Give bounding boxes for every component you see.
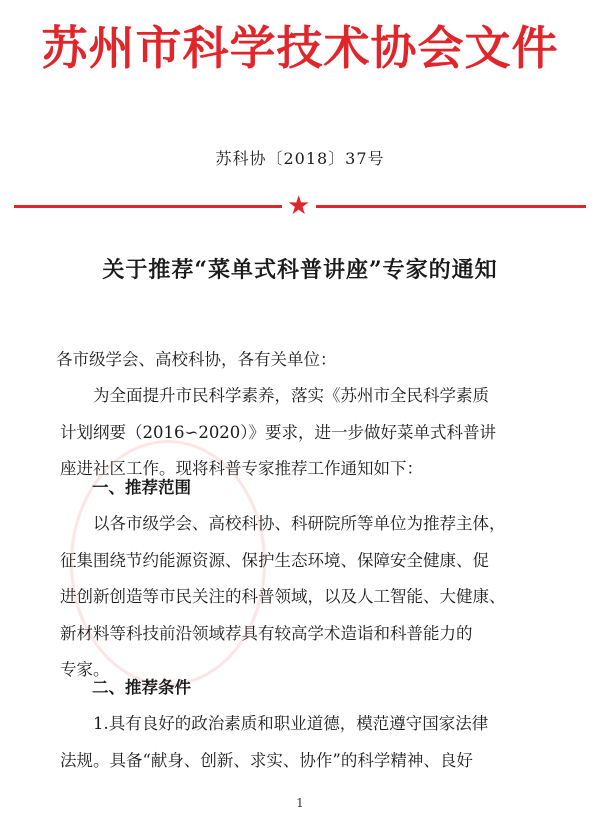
intro-line: 座进社区工作。现将科普专家推荐工作通知如下： xyxy=(60,459,423,478)
section-heading-conditions: 二、推荐条件 xyxy=(92,678,191,697)
notice-title: 关于推荐“菜单式科普讲座”专家的通知 xyxy=(102,257,498,283)
red-divider-left xyxy=(14,205,282,208)
conditions-paragraph xyxy=(60,706,560,779)
red-divider-right xyxy=(316,205,586,208)
scope-line: 专家。 xyxy=(60,660,110,679)
document-number: 苏科协〔2018〕37号 xyxy=(215,149,385,168)
page-number: 1 xyxy=(296,796,304,810)
scope-paragraph xyxy=(60,506,560,689)
conditions-line: 1.具有良好的政治素质和职业道德，模范遵守国家法律 xyxy=(93,714,489,733)
intro-line: 为全面提升市民科学素养，落实《苏州市全民科学素质 xyxy=(93,386,489,405)
scope-line: 新材料等科技前沿领域荐具有较高学术造诣和科普能力的 xyxy=(60,623,473,643)
scope-line: 以各市级学会、高校科协、科研院所等单位为推荐主体， xyxy=(93,514,506,533)
scope-line: 征集围绕节约能源资源、保护生态环境、保障安全健康、促 xyxy=(60,550,489,570)
scope-line: 进创新创造等市民关注的科普领域，以及人工智能、大健康、 xyxy=(60,587,506,606)
section-heading-scope: 一、推荐范围 xyxy=(92,478,191,497)
intro-line: 计划纲要（2016∽2020）》要求，进一步做好菜单式科普讲 xyxy=(60,422,497,442)
org-header-title: 苏州市科学技术协会文件 xyxy=(41,21,559,75)
conditions-line: 法规。具备“献身、创新、求实、协作”的科学精神、良好 xyxy=(60,750,473,770)
salutation: 各市级学会、高校科协，各有关单位： xyxy=(56,350,337,369)
star-icon: ★ xyxy=(287,191,311,221)
